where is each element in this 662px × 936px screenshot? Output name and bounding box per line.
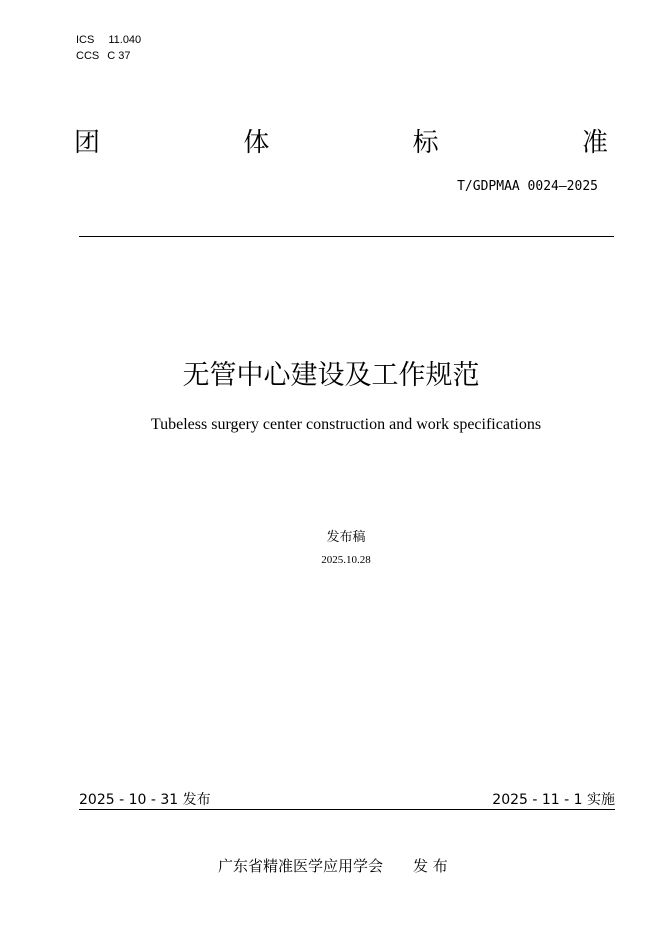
- classification-codes: [76, 32, 141, 64]
- implementation-date: 2025 - 11 - 1 实施: [492, 792, 615, 808]
- publisher-action: 发 布: [413, 857, 448, 875]
- ics-line: [76, 32, 141, 48]
- bottom-divider: [79, 809, 615, 810]
- standard-type-char: 标: [412, 128, 439, 158]
- issue-date: 2025 - 10 - 31 发布: [79, 792, 211, 808]
- document-title-english: Tubeless surgery center construction and work specifications: [150, 416, 542, 433]
- publisher-line: [218, 855, 448, 876]
- standard-code: T/GDPMAA 0024—2025: [457, 179, 598, 194]
- ics-label: ICS: [76, 34, 95, 46]
- publisher-name: 广东省精准医学应用学会: [218, 857, 384, 875]
- ccs-label: CCS: [76, 50, 100, 62]
- draft-status: 发布稿: [326, 530, 366, 545]
- ccs-line: [76, 48, 141, 64]
- standard-type-heading: [74, 126, 608, 160]
- ccs-code: C 37: [107, 50, 131, 62]
- standard-type-char: 准: [581, 128, 608, 158]
- ics-code: 11.040: [108, 34, 142, 46]
- document-title-chinese: 无管中心建设及工作规范: [182, 360, 480, 391]
- standard-type-char: 团: [74, 128, 101, 158]
- standard-type-char: 体: [243, 128, 270, 158]
- top-divider: [79, 236, 614, 237]
- draft-date: 2025.10.28: [321, 554, 371, 566]
